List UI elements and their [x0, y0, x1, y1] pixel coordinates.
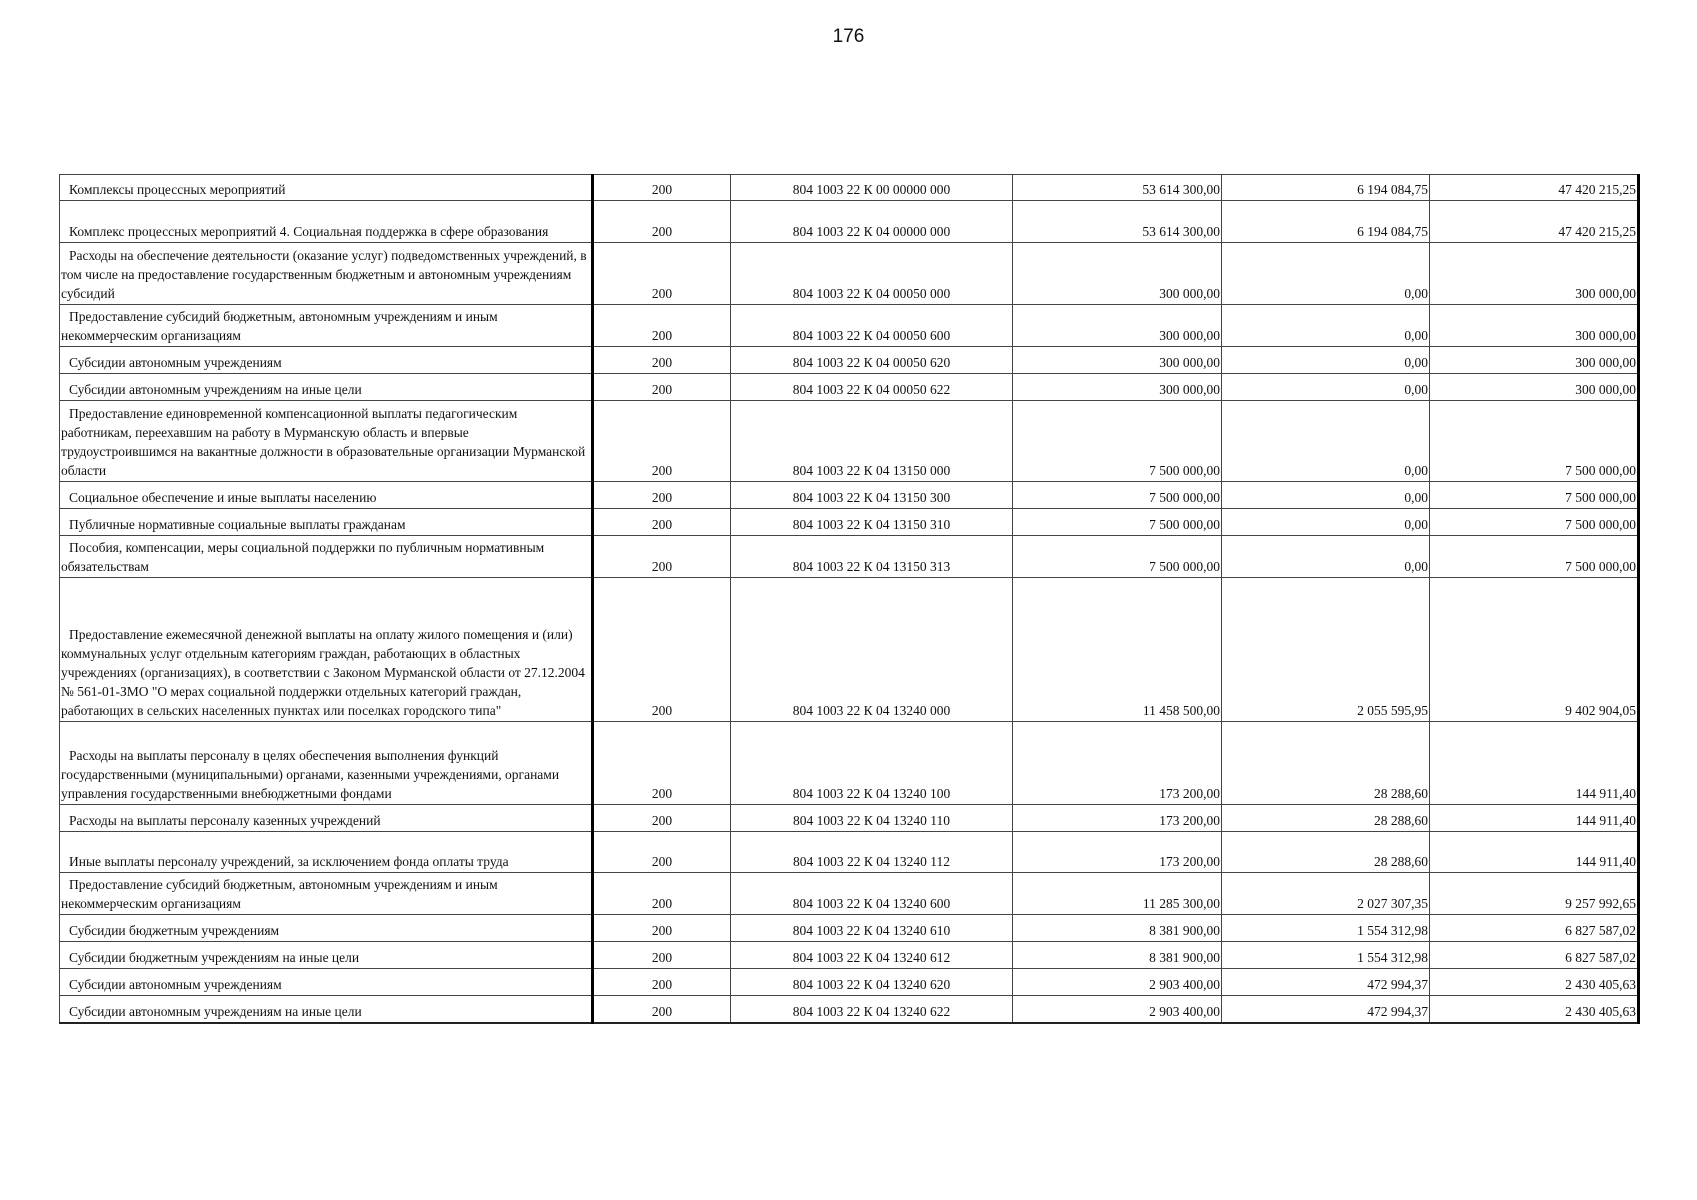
row-name-cell: Расходы на выплаты персоналу в целях обеспечения выполнения функций государственными (муниципальными) органами, казенными учреждениями, органами управления государственными внебюджетными фондами — [60, 722, 593, 805]
row-approved-amount-cell: 2 903 400,00 — [1013, 996, 1222, 1023]
row-code-cell: 200 — [593, 305, 731, 347]
row-name-cell: Субсидии автономным учреждениям — [60, 969, 593, 996]
table-body — [60, 175, 1639, 1023]
row-name-cell: Предоставление единовременной компенсационной выплаты педагогическим работникам, переехавшим на работу в Мурманскую область и впервые трудоустроившимся на вакантные должности в образовательные организации Мурманской области — [60, 401, 593, 482]
row-name-cell: Предоставление субсидий бюджетным, автономным учреждениям и иным некоммерческим организациям — [60, 305, 593, 347]
row-approved-amount-cell: 7 500 000,00 — [1013, 482, 1222, 509]
table-row — [60, 536, 1639, 578]
row-name-cell: Предоставление ежемесячной денежной выплаты на оплату жилого помещения и (или) коммунальных услуг отдельным категориям граждан, работающих в областных учреждениях (организациях), в соответствии с Законом Мурманской области от 27.12.2004 № 561-01-ЗМО "О мерах социальной поддержки отдельных категорий граждан, работающих в сельских населенных пунктах или поселках городского типа" — [60, 578, 593, 722]
budget-execution-table — [59, 174, 1640, 1024]
table-row — [60, 578, 1639, 722]
row-name-cell: Расходы на выплаты персоналу казенных учреждений — [60, 805, 593, 832]
row-remaining-amount-cell: 144 911,40 — [1430, 805, 1639, 832]
row-remaining-amount-cell: 7 500 000,00 — [1430, 536, 1639, 578]
row-remaining-amount-cell: 9 257 992,65 — [1430, 873, 1639, 915]
row-code-cell: 200 — [593, 374, 731, 401]
table-row — [60, 873, 1639, 915]
row-code-cell: 200 — [593, 347, 731, 374]
row-executed-amount-cell: 28 288,60 — [1222, 805, 1430, 832]
row-executed-amount-cell: 0,00 — [1222, 482, 1430, 509]
row-classification-code-cell: 804 1003 22 К 04 13240 100 — [731, 722, 1013, 805]
row-classification-code-cell: 804 1003 22 К 04 00050 600 — [731, 305, 1013, 347]
table-row — [60, 832, 1639, 873]
table-row — [60, 915, 1639, 942]
table-row — [60, 374, 1639, 401]
row-executed-amount-cell: 6 194 084,75 — [1222, 201, 1430, 243]
row-approved-amount-cell: 173 200,00 — [1013, 722, 1222, 805]
row-approved-amount-cell: 7 500 000,00 — [1013, 509, 1222, 536]
row-remaining-amount-cell: 300 000,00 — [1430, 347, 1639, 374]
row-executed-amount-cell: 2 055 595,95 — [1222, 578, 1430, 722]
row-executed-amount-cell: 28 288,60 — [1222, 832, 1430, 873]
row-approved-amount-cell: 300 000,00 — [1013, 243, 1222, 305]
table-row — [60, 305, 1639, 347]
row-classification-code-cell: 804 1003 22 К 04 13240 622 — [731, 996, 1013, 1023]
row-remaining-amount-cell: 6 827 587,02 — [1430, 942, 1639, 969]
row-approved-amount-cell: 11 285 300,00 — [1013, 873, 1222, 915]
row-classification-code-cell: 804 1003 22 К 04 00000 000 — [731, 201, 1013, 243]
row-classification-code-cell: 804 1003 22 К 04 00050 622 — [731, 374, 1013, 401]
row-approved-amount-cell: 173 200,00 — [1013, 832, 1222, 873]
row-code-cell: 200 — [593, 942, 731, 969]
row-classification-code-cell: 804 1003 22 К 04 00050 620 — [731, 347, 1013, 374]
row-approved-amount-cell: 300 000,00 — [1013, 347, 1222, 374]
row-code-cell: 200 — [593, 201, 731, 243]
row-code-cell: 200 — [593, 722, 731, 805]
table-row — [60, 401, 1639, 482]
row-name-cell: Комплексы процессных мероприятий — [60, 175, 593, 201]
row-remaining-amount-cell: 300 000,00 — [1430, 243, 1639, 305]
row-executed-amount-cell: 6 194 084,75 — [1222, 175, 1430, 201]
row-classification-code-cell: 804 1003 22 К 04 13150 310 — [731, 509, 1013, 536]
row-remaining-amount-cell: 2 430 405,63 — [1430, 969, 1639, 996]
row-code-cell: 200 — [593, 996, 731, 1023]
row-classification-code-cell: 804 1003 22 К 04 13240 112 — [731, 832, 1013, 873]
row-code-cell: 200 — [593, 175, 731, 201]
row-name-cell: Социальное обеспечение и иные выплаты населению — [60, 482, 593, 509]
row-code-cell: 200 — [593, 915, 731, 942]
table-row — [60, 482, 1639, 509]
row-classification-code-cell: 804 1003 22 К 04 13240 612 — [731, 942, 1013, 969]
row-code-cell: 200 — [593, 578, 731, 722]
row-executed-amount-cell: 1 554 312,98 — [1222, 942, 1430, 969]
row-remaining-amount-cell: 7 500 000,00 — [1430, 401, 1639, 482]
table-row — [60, 243, 1639, 305]
row-code-cell: 200 — [593, 401, 731, 482]
row-approved-amount-cell: 7 500 000,00 — [1013, 536, 1222, 578]
row-approved-amount-cell: 11 458 500,00 — [1013, 578, 1222, 722]
row-name-cell: Субсидии бюджетным учреждениям — [60, 915, 593, 942]
row-approved-amount-cell: 173 200,00 — [1013, 805, 1222, 832]
row-approved-amount-cell: 7 500 000,00 — [1013, 401, 1222, 482]
row-code-cell: 200 — [593, 536, 731, 578]
row-classification-code-cell: 804 1003 22 К 04 13240 600 — [731, 873, 1013, 915]
row-executed-amount-cell: 0,00 — [1222, 509, 1430, 536]
row-classification-code-cell: 804 1003 22 К 04 00050 000 — [731, 243, 1013, 305]
row-remaining-amount-cell: 300 000,00 — [1430, 374, 1639, 401]
table-row — [60, 805, 1639, 832]
table-row — [60, 969, 1639, 996]
row-name-cell: Субсидии автономным учреждениям на иные цели — [60, 996, 593, 1023]
row-approved-amount-cell: 8 381 900,00 — [1013, 942, 1222, 969]
row-remaining-amount-cell: 7 500 000,00 — [1430, 482, 1639, 509]
row-classification-code-cell: 804 1003 22 К 04 13240 110 — [731, 805, 1013, 832]
row-remaining-amount-cell: 144 911,40 — [1430, 722, 1639, 805]
row-classification-code-cell: 804 1003 22 К 04 13240 620 — [731, 969, 1013, 996]
table-row — [60, 201, 1639, 243]
row-approved-amount-cell: 300 000,00 — [1013, 374, 1222, 401]
row-classification-code-cell: 804 1003 22 К 04 13150 300 — [731, 482, 1013, 509]
row-executed-amount-cell: 28 288,60 — [1222, 722, 1430, 805]
row-approved-amount-cell: 2 903 400,00 — [1013, 969, 1222, 996]
row-remaining-amount-cell: 7 500 000,00 — [1430, 509, 1639, 536]
row-executed-amount-cell: 0,00 — [1222, 347, 1430, 374]
row-remaining-amount-cell: 300 000,00 — [1430, 305, 1639, 347]
row-name-cell: Пособия, компенсации, меры социальной поддержки по публичным нормативным обязательствам — [60, 536, 593, 578]
row-name-cell: Иные выплаты персоналу учреждений, за исключением фонда оплаты труда — [60, 832, 593, 873]
row-classification-code-cell: 804 1003 22 К 04 13240 610 — [731, 915, 1013, 942]
row-code-cell: 200 — [593, 873, 731, 915]
row-executed-amount-cell: 0,00 — [1222, 536, 1430, 578]
row-code-cell: 200 — [593, 482, 731, 509]
row-executed-amount-cell: 472 994,37 — [1222, 969, 1430, 996]
row-approved-amount-cell: 300 000,00 — [1013, 305, 1222, 347]
row-executed-amount-cell: 0,00 — [1222, 305, 1430, 347]
row-code-cell: 200 — [593, 832, 731, 873]
row-approved-amount-cell: 53 614 300,00 — [1013, 175, 1222, 201]
table-row — [60, 175, 1639, 201]
row-code-cell: 200 — [593, 243, 731, 305]
row-name-cell: Публичные нормативные социальные выплаты гражданам — [60, 509, 593, 536]
row-approved-amount-cell: 53 614 300,00 — [1013, 201, 1222, 243]
row-remaining-amount-cell: 6 827 587,02 — [1430, 915, 1639, 942]
table-row — [60, 722, 1639, 805]
row-executed-amount-cell: 0,00 — [1222, 243, 1430, 305]
table-row — [60, 996, 1639, 1023]
row-classification-code-cell: 804 1003 22 К 04 13150 313 — [731, 536, 1013, 578]
row-remaining-amount-cell: 9 402 904,05 — [1430, 578, 1639, 722]
row-executed-amount-cell: 0,00 — [1222, 374, 1430, 401]
row-remaining-amount-cell: 144 911,40 — [1430, 832, 1639, 873]
row-code-cell: 200 — [593, 969, 731, 996]
row-classification-code-cell: 804 1003 22 К 04 13150 000 — [731, 401, 1013, 482]
row-executed-amount-cell: 1 554 312,98 — [1222, 915, 1430, 942]
table-row — [60, 347, 1639, 374]
row-code-cell: 200 — [593, 509, 731, 536]
table-row — [60, 942, 1639, 969]
row-name-cell: Субсидии бюджетным учреждениям на иные цели — [60, 942, 593, 969]
row-name-cell: Субсидии автономным учреждениям — [60, 347, 593, 374]
page-number: 176 — [832, 26, 865, 47]
row-code-cell: 200 — [593, 805, 731, 832]
row-name-cell: Расходы на обеспечение деятельности (оказание услуг) подведомственных учреждений, в том числе на предоставление государственным бюджетным и автономным учреждениям субсидий — [60, 243, 593, 305]
row-name-cell: Предоставление субсидий бюджетным, автономным учреждениям и иным некоммерческим организациям — [60, 873, 593, 915]
row-name-cell: Комплекс процессных мероприятий 4. Социальная поддержка в сфере образования — [60, 201, 593, 243]
row-approved-amount-cell: 8 381 900,00 — [1013, 915, 1222, 942]
row-remaining-amount-cell: 2 430 405,63 — [1430, 996, 1639, 1023]
row-classification-code-cell: 804 1003 22 К 04 13240 000 — [731, 578, 1013, 722]
row-remaining-amount-cell: 47 420 215,25 — [1430, 201, 1639, 243]
row-name-cell: Субсидии автономным учреждениям на иные цели — [60, 374, 593, 401]
row-executed-amount-cell: 0,00 — [1222, 401, 1430, 482]
row-executed-amount-cell: 2 027 307,35 — [1222, 873, 1430, 915]
table-row — [60, 509, 1639, 536]
row-executed-amount-cell: 472 994,37 — [1222, 996, 1430, 1023]
row-classification-code-cell: 804 1003 22 К 00 00000 000 — [731, 175, 1013, 201]
row-remaining-amount-cell: 47 420 215,25 — [1430, 175, 1639, 201]
